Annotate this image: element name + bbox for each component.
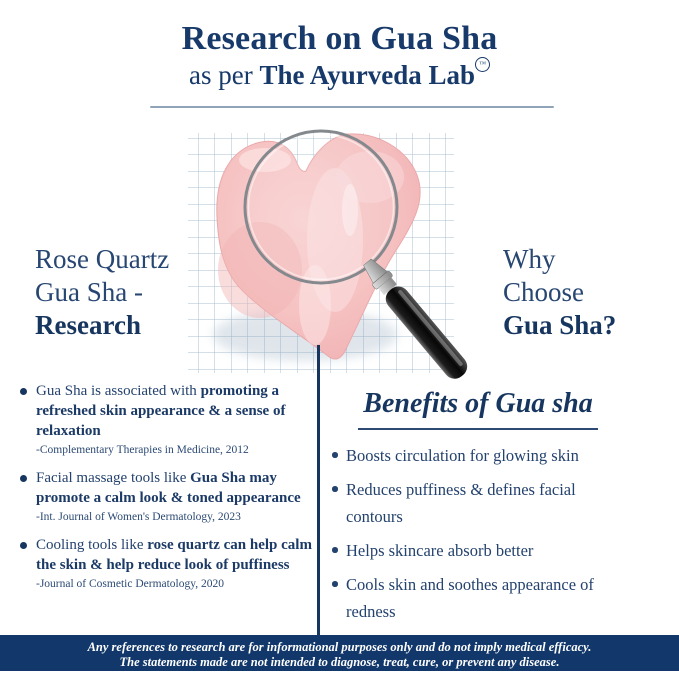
bullet-icon	[332, 452, 338, 458]
bullet-icon	[20, 542, 27, 549]
gua-sha-illustration	[165, 105, 485, 397]
left-heading-line2: Gua Sha -	[35, 277, 143, 307]
benefit-text: Boosts circulation for glowing skin	[346, 446, 579, 465]
research-text	[36, 535, 312, 575]
benefit-text: Cools skin and soothes appearance of redness	[346, 575, 594, 621]
right-heading	[503, 243, 616, 342]
brand-name: The Ayurveda Lab	[259, 60, 475, 90]
trademark-icon: ™	[475, 57, 490, 72]
research-list	[20, 381, 312, 602]
page-title: Research on Gua Sha	[181, 20, 498, 57]
bullet-icon	[20, 475, 27, 482]
research-text	[36, 381, 312, 441]
benefits-section	[332, 388, 624, 632]
research-text-bold: promoting a refreshed skin appearance & a sense of relaxation	[36, 383, 286, 439]
research-item	[20, 381, 312, 457]
disclaimer-bar	[0, 635, 679, 671]
research-text-bold: rose quartz can help calm the skin & help reduce look of puffiness	[36, 537, 312, 573]
research-text-normal: Facial massage tools like	[36, 470, 191, 486]
research-text-normal: Gua Sha is associated with	[36, 383, 201, 399]
research-citation: -Int. Journal of Women's Dermatology, 2023	[36, 511, 241, 523]
left-heading	[35, 243, 169, 342]
right-heading-line1: Why	[503, 244, 556, 274]
benefits-title-underline	[358, 428, 598, 430]
right-heading-line2: Choose	[503, 277, 584, 307]
bullet-icon	[332, 486, 338, 492]
bullet-icon	[332, 547, 338, 553]
benefits-list	[332, 442, 624, 625]
research-citation: -Complementary Therapies in Medicine, 2012	[36, 444, 249, 456]
left-heading-line1: Rose Quartz	[35, 244, 170, 274]
benefit-item	[332, 476, 624, 530]
benefit-item	[332, 571, 624, 625]
research-item	[20, 468, 312, 524]
bullet-icon	[332, 581, 338, 587]
disclaimer-line2: The statements made are not intended to diagnose, treat, cure, or prevent any disease.	[119, 655, 560, 669]
gua-sha-magnifier-image	[165, 105, 485, 397]
bullet-icon	[20, 388, 27, 395]
magnifier-lens	[245, 131, 397, 283]
benefit-item	[332, 442, 624, 469]
research-text	[36, 468, 312, 508]
research-text-bold: Gua Sha may promote a calm look & toned appearance	[36, 470, 301, 506]
subtitle-prefix: as per	[188, 60, 260, 90]
left-heading-line3: Research	[35, 310, 141, 340]
benefit-text: Helps skincare absorb better	[346, 541, 534, 560]
column-divider	[317, 345, 320, 635]
research-citation: -Journal of Cosmetic Dermatology, 2020	[36, 578, 225, 590]
research-text-normal: Cooling tools like	[36, 537, 148, 553]
benefit-text: Reduces puffiness & defines facial contours	[346, 480, 576, 526]
benefit-item	[332, 537, 624, 564]
benefits-title: Benefits of Gua sha	[363, 388, 593, 419]
header	[0, 20, 679, 91]
research-item	[20, 535, 312, 591]
disclaimer-line1: Any references to research are for informational purposes only and do not imply medical efficacy.	[87, 640, 592, 654]
right-heading-line3: Gua Sha?	[503, 310, 617, 340]
page-subtitle	[0, 59, 679, 91]
